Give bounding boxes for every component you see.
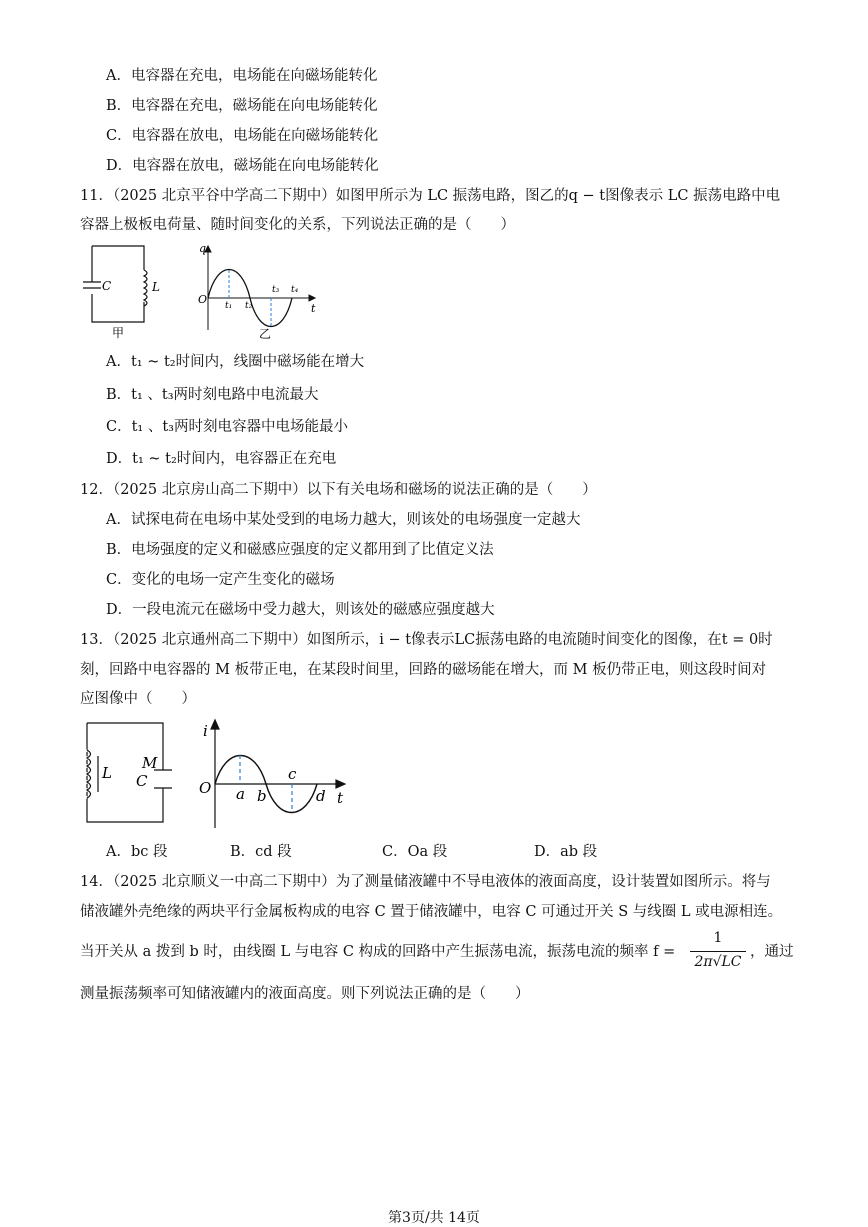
q13-fig-c-label: C (136, 772, 148, 790)
q13-fig-xlabel: t (337, 789, 344, 807)
q11-fig-yi-xlabel: t (311, 302, 316, 315)
q11-fig-yi-t1: t₁ (225, 301, 233, 311)
q14-frac-denominator: 2π√LC (694, 954, 742, 970)
q11-fig-jia-l-label: L (152, 280, 160, 294)
q11-stem-line1: 11．（2025 北京平谷中学高二下期中）如图甲所示为 LC 振荡电路，图乙的q − t图像表示 LC 振荡电路中电 (80, 188, 781, 204)
q13-stem-line3: 应图像中（ ） (80, 691, 196, 707)
q13-figure-circuit (80, 718, 190, 828)
q13-option-d: D．ab 段 (534, 844, 598, 860)
q13-stem-line1: 13．（2025 北京通州高二下期中）如图所示，i − t像表示LC振荡电路的电流随时间变化的图像，在t = 0时 (80, 632, 773, 648)
q13-figure-graph (195, 712, 355, 832)
q11-fig-yi-origin: O (198, 293, 208, 306)
q13-fig-ylabel: i (203, 722, 208, 740)
q10-option-b: B．电容器在充电，磁场能在向电场能转化 (106, 98, 378, 114)
q11-fig-yi-caption: 乙 (259, 327, 272, 341)
q11-fig-yi-t3: t₃ (272, 285, 280, 295)
q11-option-c: C．t₁ 、t₃两时刻电容器中电场能最小 (106, 419, 348, 435)
q14-stem-line3-tail: ，通过 (750, 944, 794, 960)
q12-option-b: B．电场强度的定义和磁感应强度的定义都用到了比值定义法 (106, 542, 494, 558)
q11-figure-jia (80, 240, 170, 340)
q11-option-a: A．t₁ ~ t₂时间内，线圈中磁场能在增大 (106, 354, 365, 370)
q13-option-b: B．cd 段 (230, 844, 292, 860)
q10-option-d: D．电容器在放电，磁场能在向电场能转化 (106, 158, 379, 174)
q12-option-c: C．变化的电场一定产生变化的磁场 (106, 572, 335, 588)
page-footer: 第3页/共 14页 (388, 1210, 480, 1226)
q11-fig-yi-t4: t₄ (291, 285, 299, 295)
q13-option-a: A．bc 段 (106, 844, 168, 860)
q13-fig-l-label: L (102, 764, 112, 782)
q11-fig-yi-t2: t₂ (245, 301, 253, 311)
q14-stem-line3: 当开关从 a 拨到 b 时，由线圈 L 与电容 C 构成的回路中产生振荡电流，振荡电流的频率 f = (80, 944, 676, 960)
q11-fig-jia-c-label: C (102, 279, 112, 293)
q10-option-c: C．电容器在放电，电场能在向磁场能转化 (106, 128, 379, 144)
q13-stem-line2: 刻，回路中电容器的 M 板带正电，在某段时间里，回路的磁场能在增大，而 M 板仍带正电，则这段时间对 (80, 662, 767, 678)
q11-fig-jia-caption: 甲 (112, 326, 125, 340)
q14-stem-line2: 储液罐外壳绝缘的两块平行金属板构成的电容 C 置于储液罐中，电容 C 可通过开关 S 与线圈 L 或电源相连。 (80, 904, 783, 920)
q12-stem: 12．（2025 北京房山高二下期中）以下有关电场和磁场的说法正确的是（ ） (80, 482, 597, 498)
q11-option-d: D．t₁ ~ t₂时间内，电容器正在充电 (106, 451, 337, 467)
q12-option-a: A．试探电荷在电场中某处受到的电场力越大，则该处的电场强度一定越大 (106, 512, 581, 528)
q11-stem-line2: 容器上极板电荷量、随时间变化的关系，下列说法正确的是（ ） (80, 217, 515, 233)
q12-option-d: D．一段电流元在磁场中受力越大，则该处的磁感应强度越大 (106, 602, 495, 618)
q13-option-c: C．Oa 段 (382, 844, 448, 860)
q14-frac-bar (690, 951, 746, 952)
q13-fig-b: b (257, 787, 267, 805)
q13-fig-origin: O (199, 779, 212, 797)
q11-figure-yi (195, 240, 325, 340)
q14-stem-line1: 14．（2025 北京顺义一中高二下期中）为了测量储液罐中不导电液体的液面高度，设计装置如图所示。将与 (80, 874, 771, 890)
q11-option-b: B．t₁ 、t₃两时刻电路中电流最大 (106, 387, 319, 403)
q13-fig-c: c (288, 765, 297, 783)
q13-fig-m-label: M (142, 754, 158, 772)
q10-option-a: A．电容器在充电，电场能在向磁场能转化 (106, 68, 378, 84)
q14-stem-line4: 测量振荡频率可知储液罐内的液面高度。则下列说法正确的是（ ） (80, 986, 530, 1002)
q14-frac-numerator: 1 (713, 930, 723, 946)
q13-fig-a: a (236, 785, 245, 803)
q13-fig-d: d (316, 787, 326, 805)
q11-fig-yi-ylabel: q (199, 242, 207, 255)
